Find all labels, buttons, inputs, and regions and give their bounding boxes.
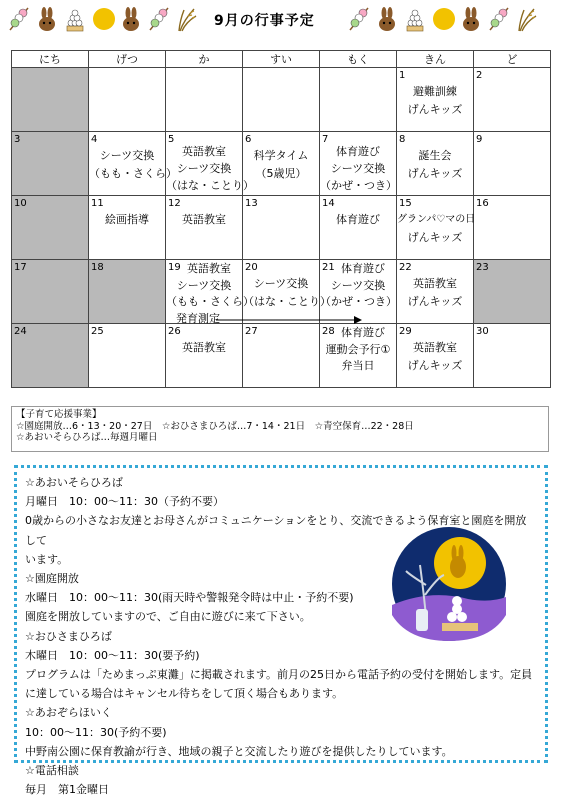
calendar-event: 発育測定 bbox=[176, 311, 220, 325]
day-number: 15 bbox=[399, 198, 412, 209]
weekday-header: すい bbox=[243, 51, 320, 68]
calendar-day-cell bbox=[397, 68, 474, 132]
day-number: 9 bbox=[476, 134, 483, 145]
calendar-day-cell bbox=[12, 196, 89, 260]
calendar-day-cell bbox=[474, 260, 551, 324]
calendar-day-cell bbox=[89, 324, 166, 388]
support-heading: 【子育て応援事業】 bbox=[16, 409, 102, 420]
day-number: 22 bbox=[399, 262, 412, 273]
info-heading: ☆あおぞらほいく bbox=[25, 706, 112, 720]
header-icons-left bbox=[8, 6, 198, 32]
full-moon-icon bbox=[92, 6, 114, 32]
day-number: 16 bbox=[476, 198, 489, 209]
calendar-day-cell bbox=[89, 260, 166, 324]
calendar-day-cell bbox=[320, 324, 397, 388]
calendar-day-cell bbox=[474, 196, 551, 260]
calendar-event: げんキッズ bbox=[407, 359, 463, 372]
info-line: に達している場合はキャンセル待ちをして頂く場合もあります。 bbox=[25, 687, 344, 701]
calendar-week-row bbox=[12, 196, 551, 260]
day-number: 23 bbox=[476, 262, 489, 273]
calendar-day-cell bbox=[397, 324, 474, 388]
day-number: 17 bbox=[14, 262, 27, 273]
day-number: 2 bbox=[476, 70, 483, 81]
weekday-header: げつ bbox=[89, 51, 166, 68]
calendar-table bbox=[11, 50, 551, 388]
calendar-event: （もも・さくら） bbox=[166, 295, 254, 308]
calendar-event: 英語教室 bbox=[187, 262, 231, 275]
calendar-day-cell bbox=[12, 68, 89, 132]
moon-viewing-illustration bbox=[390, 525, 508, 643]
day-number: 29 bbox=[399, 326, 412, 337]
calendar-event: シーツ交換 bbox=[99, 149, 155, 162]
calendar-day-cell bbox=[243, 68, 320, 132]
calendar-event: 英語教室 bbox=[182, 145, 226, 158]
calendar-week-row bbox=[12, 324, 551, 388]
calendar-event: シーツ交換 bbox=[330, 162, 386, 175]
day-number: 10 bbox=[14, 198, 27, 209]
day-number: 7 bbox=[322, 134, 329, 145]
support-line: ☆あおいそらひろば…毎週月曜日 bbox=[16, 432, 158, 443]
day-number: 25 bbox=[91, 326, 104, 337]
day-number: 21 bbox=[322, 262, 335, 273]
calendar-event: （もも・さくら） bbox=[89, 167, 177, 180]
calendar-day-cell bbox=[474, 132, 551, 196]
calendar-day-cell bbox=[474, 68, 551, 132]
info-line: 木曜日 10：00～11：30(要予約) bbox=[25, 648, 200, 662]
day-number: 26 bbox=[168, 326, 181, 337]
page-title: 9月の行事予定 bbox=[214, 13, 315, 29]
day-number: 28 bbox=[322, 326, 335, 337]
calendar-event: 体育遊び bbox=[341, 326, 385, 339]
calendar-event: 弁当日 bbox=[341, 359, 375, 372]
weekday-header-row bbox=[12, 51, 551, 68]
weekday-header: か bbox=[166, 51, 243, 68]
day-number: 8 bbox=[399, 134, 406, 145]
calendar-day-cell bbox=[397, 132, 474, 196]
calendar-day-cell bbox=[320, 196, 397, 260]
calendar-event: 英語教室 bbox=[413, 277, 457, 290]
arrow-icon bbox=[216, 314, 362, 326]
calendar-event: 英語教室 bbox=[413, 341, 457, 354]
info-line: 毎月 第1金曜日 bbox=[25, 783, 109, 797]
calendar-day-cell bbox=[166, 324, 243, 388]
info-line: プログラムは「ためまっぷ東灘」に掲載されます。前月の25日から電話予約の受付を開始します。定員 bbox=[25, 668, 533, 682]
calendar-event: 避難訓練 bbox=[413, 85, 457, 98]
rabbit-icon bbox=[120, 6, 142, 32]
calendar-event: （5歳児） bbox=[255, 167, 307, 180]
calendar-event: 科学タイム bbox=[253, 149, 309, 162]
info-line: 園庭を開放していますので、ご自由に遊びに来て下さい。 bbox=[25, 610, 311, 624]
calendar-day-cell bbox=[320, 132, 397, 196]
calendar-event: グランパ♡マの日 bbox=[397, 214, 476, 225]
calendar-event: シーツ交換 bbox=[176, 162, 232, 175]
calendar-day-cell bbox=[243, 196, 320, 260]
day-number: 6 bbox=[245, 134, 252, 145]
info-line: 0歳からの小さなお友達とお母さんがコミュニケーションをとり、交流できるよう保育室と園庭を開放して bbox=[25, 514, 527, 547]
day-number: 12 bbox=[168, 198, 181, 209]
weekday-header: にち bbox=[12, 51, 89, 68]
day-number: 14 bbox=[322, 198, 335, 209]
info-line: 中野南公園に保育教諭が行き、地域の親子と交流したり遊びを提供したりしています。 bbox=[25, 744, 453, 758]
day-number: 11 bbox=[91, 198, 104, 209]
day-number: 19 bbox=[168, 262, 181, 273]
dango-icon bbox=[488, 6, 510, 32]
weekday-header: ど bbox=[474, 51, 551, 68]
day-number: 3 bbox=[14, 134, 21, 145]
day-number: 24 bbox=[14, 326, 27, 337]
day-number: 18 bbox=[91, 262, 104, 273]
calendar-day-cell bbox=[89, 196, 166, 260]
susuki-grass-icon bbox=[516, 6, 538, 32]
day-number: 27 bbox=[245, 326, 258, 337]
calendar-event: げんキッズ bbox=[407, 231, 463, 244]
rabbit-icon bbox=[36, 6, 58, 32]
calendar-event: （はな・ことり） bbox=[166, 179, 254, 192]
support-line: ☆園庭開放…6・13・20・27日 ☆おひさまひろば…7・14・21日 ☆青空保育…22・28日 bbox=[16, 420, 414, 432]
calendar-event: げんキッズ bbox=[407, 167, 463, 180]
header-icons-right bbox=[348, 6, 538, 32]
calendar-day-cell bbox=[12, 324, 89, 388]
calendar-day-cell bbox=[243, 324, 320, 388]
calendar-event: （はな・ことり） bbox=[243, 295, 331, 308]
calendar-day-cell bbox=[89, 132, 177, 196]
calendar-event: シーツ交換 bbox=[330, 278, 386, 292]
calendar-event: （かぜ・つき） bbox=[320, 295, 397, 308]
day-number: 5 bbox=[168, 134, 175, 145]
full-moon-icon bbox=[432, 6, 454, 32]
rabbit-icon bbox=[460, 6, 482, 32]
info-heading: ☆おひさまひろば bbox=[25, 629, 112, 643]
page-header bbox=[0, 0, 561, 40]
dango-icon bbox=[348, 6, 370, 32]
dango-icon bbox=[148, 6, 170, 32]
calendar-event: 体育遊び bbox=[336, 213, 380, 226]
moon-viewing-offering-icon bbox=[404, 6, 426, 32]
day-number: 4 bbox=[91, 134, 98, 145]
day-number: 20 bbox=[245, 262, 258, 273]
calendar-event: 体育遊び bbox=[336, 145, 380, 158]
calendar-event: 英語教室 bbox=[182, 341, 226, 354]
calendar-event: 絵画指導 bbox=[105, 213, 149, 226]
support-program-box bbox=[11, 406, 549, 452]
info-heading: ☆あおいそらひろば bbox=[25, 476, 123, 489]
calendar-event: げんキッズ bbox=[407, 295, 463, 308]
calendar-day-cell bbox=[474, 324, 551, 388]
info-heading: ☆電話相談 bbox=[25, 764, 79, 778]
info-heading: ☆園庭開放 bbox=[25, 572, 79, 586]
calendar-day-cell bbox=[89, 68, 166, 132]
day-number: 1 bbox=[399, 70, 406, 81]
calendar-day-cell bbox=[243, 132, 320, 196]
calendar-day-cell bbox=[397, 260, 474, 324]
calendar-event: 体育遊び bbox=[341, 262, 385, 275]
day-number: 30 bbox=[476, 326, 489, 337]
day-number: 13 bbox=[245, 198, 258, 209]
calendar-day-cell bbox=[320, 68, 397, 132]
weekday-header: きん bbox=[397, 51, 474, 68]
moon-viewing-offering-icon bbox=[64, 6, 86, 32]
calendar-day-cell bbox=[12, 260, 89, 324]
calendar-event: シーツ交換 bbox=[176, 278, 232, 292]
weekday-header: もく bbox=[320, 51, 397, 68]
dango-icon bbox=[8, 6, 30, 32]
calendar-event: 英語教室 bbox=[182, 213, 226, 226]
calendar-day-cell bbox=[166, 196, 243, 260]
info-line: 水曜日 10：00～11：30(雨天時や警報発令時は中止・予約不要) bbox=[25, 591, 354, 605]
calendar-event: （かぜ・つき） bbox=[320, 179, 397, 192]
calendar-event: シーツ交換 bbox=[253, 277, 309, 290]
calendar-event: 運動会予行① bbox=[325, 342, 391, 356]
info-line: 月曜日 10：00～11：30（予約不要） bbox=[25, 495, 224, 509]
calendar-week-row bbox=[12, 132, 551, 196]
calendar-event: げんキッズ bbox=[407, 103, 463, 116]
susuki-grass-icon bbox=[176, 6, 198, 32]
calendar-week-row bbox=[12, 68, 551, 132]
calendar-event: 誕生会 bbox=[418, 149, 452, 162]
info-line: 10：00～11：30(予約不要) bbox=[25, 725, 167, 739]
calendar-day-cell bbox=[166, 132, 254, 196]
info-line: います。 bbox=[25, 552, 69, 566]
calendar-day-cell bbox=[166, 68, 243, 132]
calendar-day-cell bbox=[12, 132, 89, 196]
rabbit-icon bbox=[376, 6, 398, 32]
calendar-day-cell bbox=[397, 196, 474, 260]
